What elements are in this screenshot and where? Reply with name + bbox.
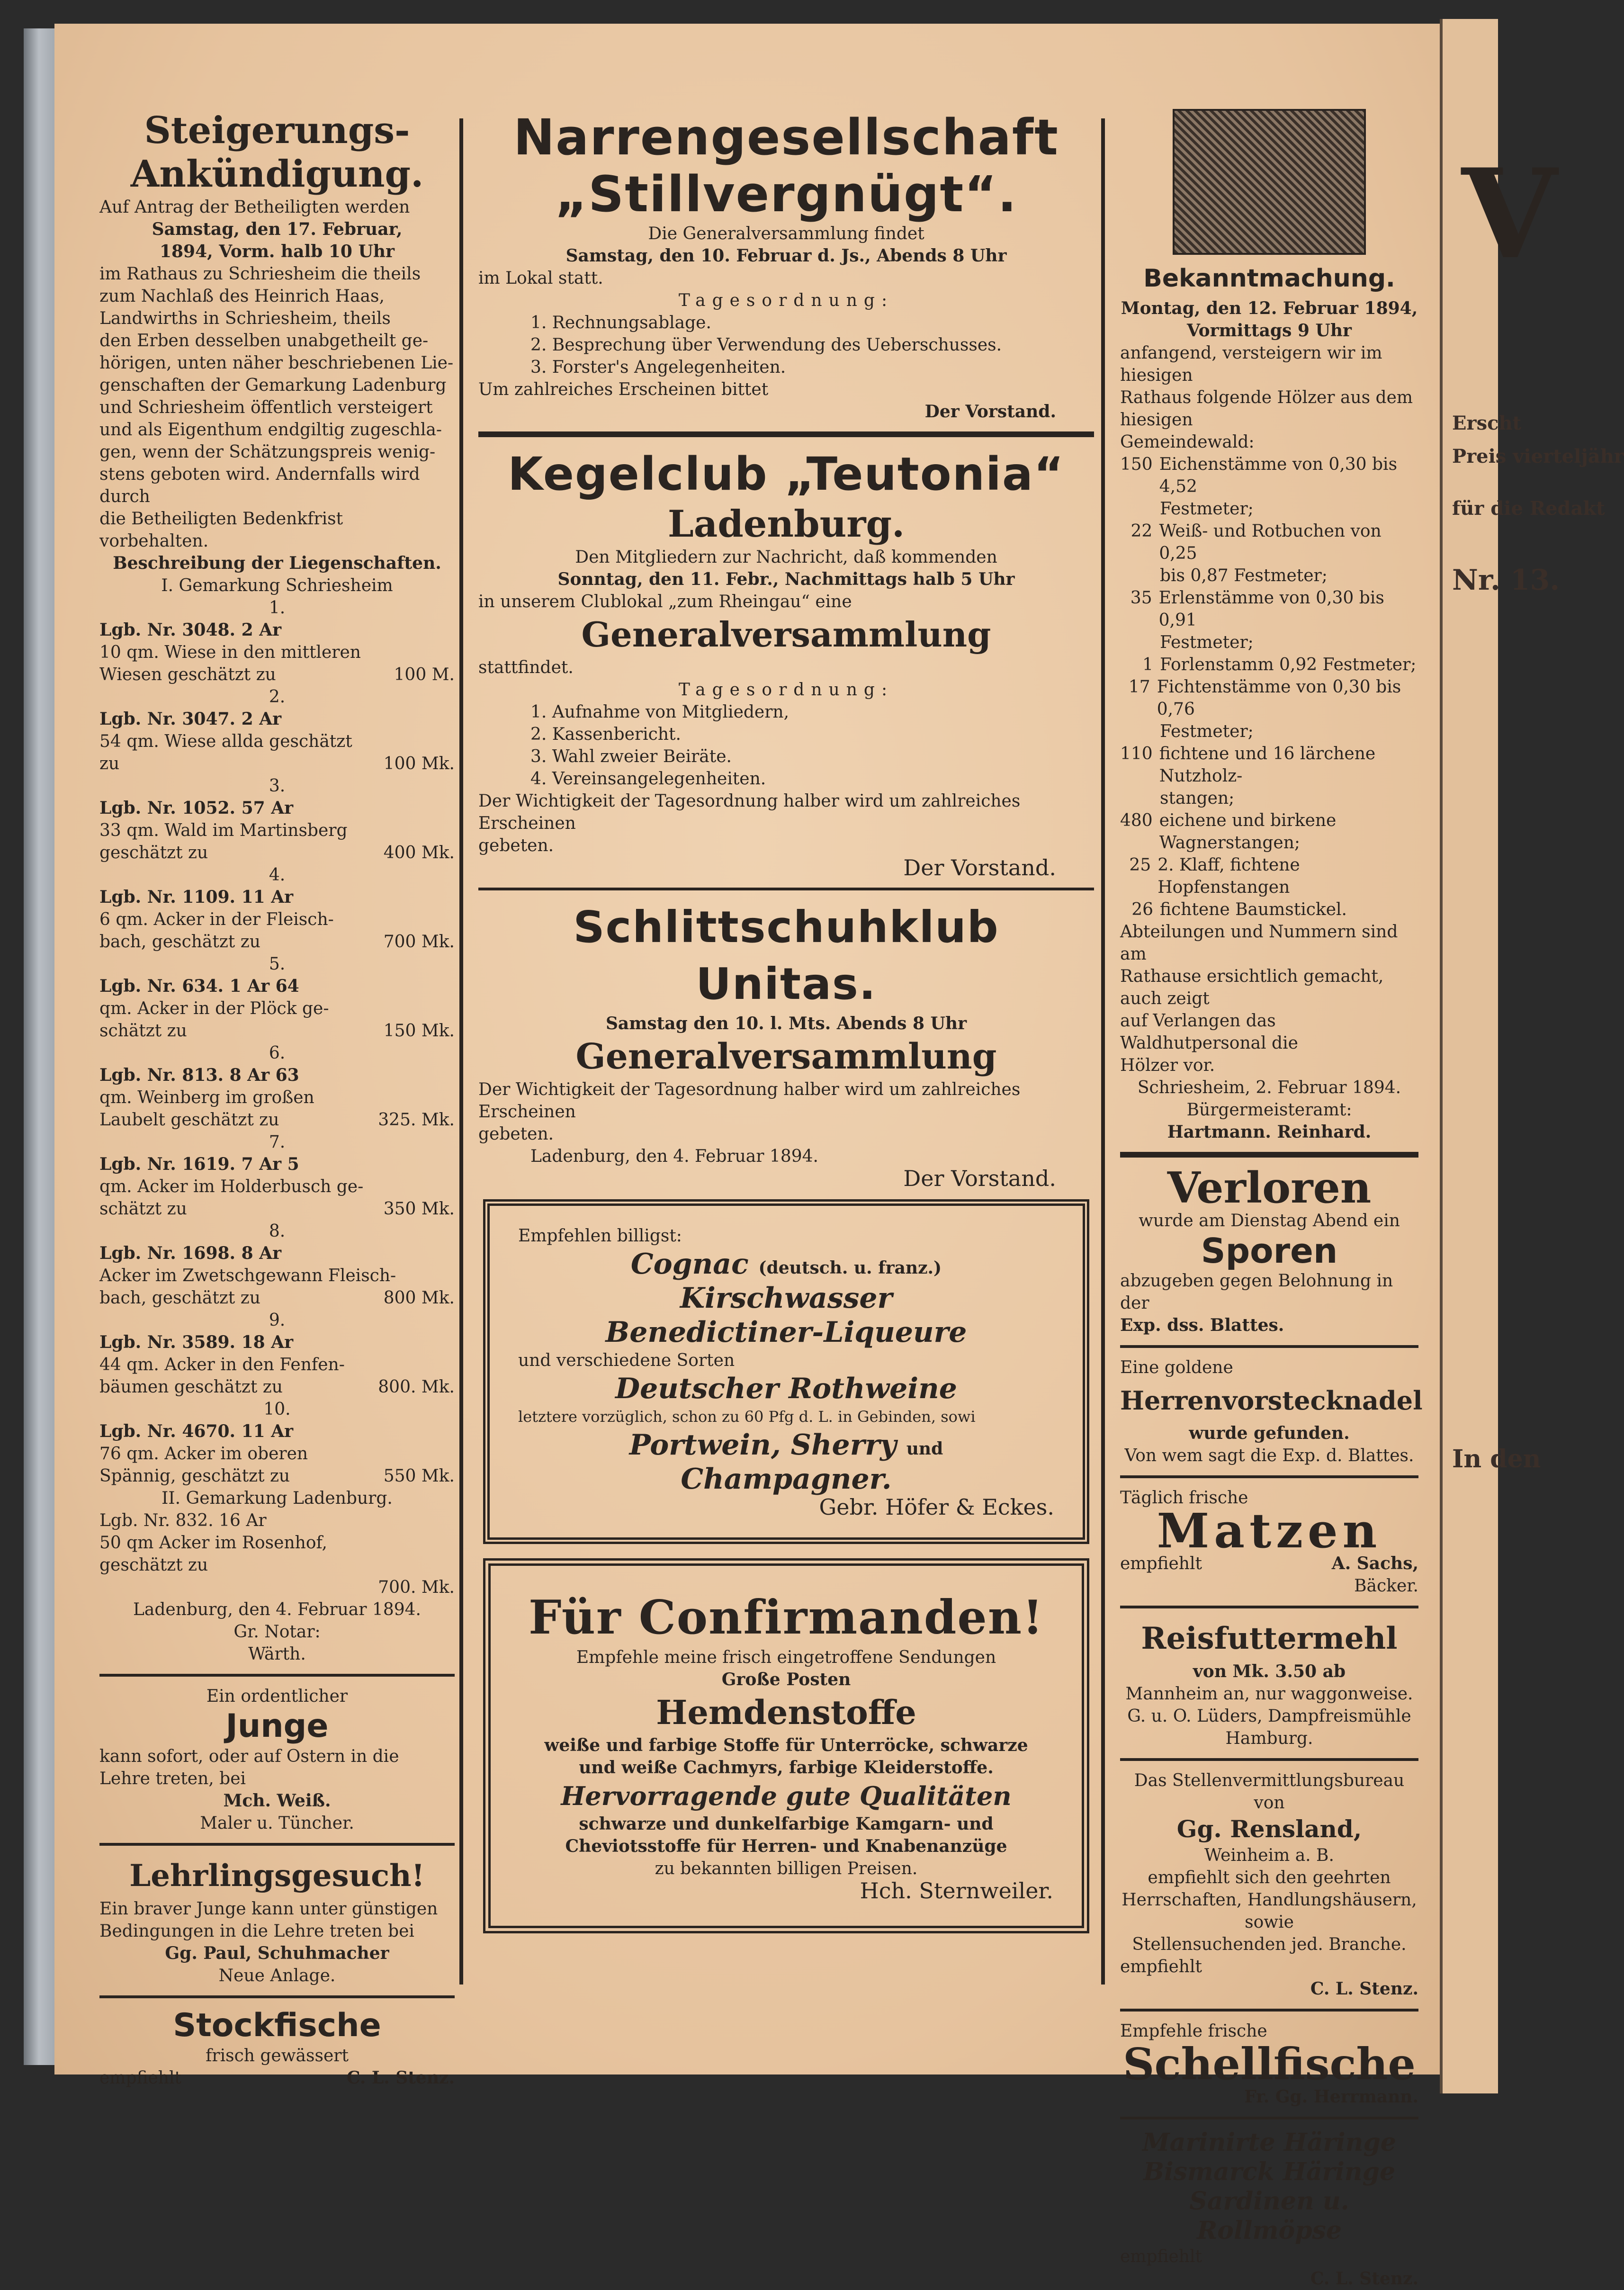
ad-title: Generalversammlung — [575, 1036, 997, 1077]
bekanntmachung-notice — [1120, 109, 1418, 1143]
column-left — [99, 109, 455, 2089]
timber-desc: Weiß- und Rotbuchen von 0,25 — [1159, 521, 1382, 563]
ad-name: Fr. Gg. Herrmann. — [1244, 2087, 1418, 2107]
auction-text: gen, wenn der Schätzungspreis wenig- — [99, 442, 436, 462]
divider — [1120, 1475, 1418, 1478]
wine-ad — [483, 1199, 1089, 1544]
stockfische-ad — [99, 2007, 455, 2089]
auction-item-price: 800 Mk. — [383, 1288, 455, 1308]
auction-item-text: Lgb. Nr. 1619. 7 Ar 5 — [99, 1154, 299, 1174]
auction-item — [99, 597, 455, 686]
timber-desc: stangen; — [1160, 789, 1235, 808]
ad-text: kann sofort, oder auf Ostern in die — [99, 1747, 399, 1766]
ad-title: Ladenburg. — [667, 503, 905, 546]
ad-text: und — [906, 1439, 943, 1459]
auction-text: den Erben desselben unabgetheilt ge- — [99, 331, 429, 350]
auction-text: Landwirths in Schriesheim, theils — [99, 309, 391, 328]
agenda-item: 1. Rechnungsablage. — [530, 313, 711, 332]
ad-text: letztere vorzüglich, schon zu 60 Pfg d. L. in Gebinden, sowi — [518, 1408, 976, 1426]
ad-text: empfiehlt — [1120, 1554, 1202, 1573]
auction-text: und Schriesheim öffentlich versteigert — [99, 398, 433, 417]
timber-count: 35 — [1130, 588, 1152, 608]
ad-text: Der Wichtigkeit der Tagesordnung halber wird um zahlreiches Erscheinen — [478, 791, 1021, 833]
timber-row — [1120, 720, 1418, 743]
ad-text: Rathause ersichtlich gemacht, auch zeigt — [1120, 967, 1384, 1008]
agenda-item: 3. Wahl zweier Beiräte. — [530, 747, 732, 766]
auction-item-text: bach, geschätzt zu — [99, 1288, 260, 1308]
next-page-fragment: Preis vierteljähr — [1452, 445, 1624, 467]
ad-text: Schriesheim, 2. Februar 1894. — [1137, 1078, 1401, 1097]
ad-title: Für Confirmanden! — [528, 1590, 1044, 1645]
ad-text: Bedingungen in die Lehre treten bei — [99, 1922, 414, 1941]
timber-row — [1120, 631, 1418, 654]
agenda-item: 2. Besprechung über Verwendung des Ueberschusses. — [530, 335, 1002, 355]
product-name: Deutscher Rothweine — [615, 1372, 957, 1405]
timber-row — [1120, 498, 1418, 520]
matzen-ad — [1120, 1487, 1418, 1597]
ad-title: Schlittschuhklub Unitas. — [573, 902, 999, 1009]
timber-desc: Festmeter; — [1160, 722, 1254, 741]
auction-text: Auf Antrag der Betheiligten werden — [99, 198, 410, 217]
auction-item-text: 76 qm. Acker im oberen — [99, 1444, 308, 1464]
auction-text: im Rathaus zu Schriesheim die theils — [99, 264, 421, 284]
product-name: Marinirte Häringe — [1142, 2128, 1396, 2157]
ad-signature: Der Vorstand. — [903, 1166, 1056, 1191]
auction-item-text: 33 qm. Wald im Martinsberg — [99, 821, 348, 840]
timber-count — [1120, 720, 1153, 743]
ad-text: wurde gefunden. — [1189, 1423, 1350, 1443]
ad-text: Abteilungen und Nummern sind am — [1120, 922, 1398, 964]
agenda-item: 1. Aufnahme von Mitgliedern, — [530, 702, 790, 722]
auction-item-number: 2. — [269, 687, 286, 707]
product-name: Bismarck Häringe — [1143, 2157, 1396, 2186]
column-rule — [459, 118, 463, 1985]
ad-text: abzugeben gegen Belohnung in der — [1120, 1271, 1393, 1313]
auction-item-text: Wiesen geschätzt zu — [99, 665, 276, 684]
ad-text: Maler u. Tüncher. — [200, 1814, 354, 1833]
auction-item-price: 550 Mk. — [383, 1466, 455, 1486]
divider — [478, 431, 1094, 437]
divider — [1120, 1345, 1418, 1348]
auction-item-price: 800. Mk. — [378, 1377, 455, 1397]
timber-count: 480 — [1120, 811, 1153, 830]
product-name: Portwein, Sherry — [629, 1428, 897, 1462]
auction-item-text: schätzt zu — [99, 1021, 187, 1041]
auction-item-text: Lgb. Nr. 813. 8 Ar 63 — [99, 1065, 299, 1085]
timber-desc: Eichenstämme von 0,30 bis 4,52 — [1159, 455, 1398, 496]
auction-item-text: Laubelt geschätzt zu — [99, 1110, 279, 1130]
ad-text: Gemeindewald: — [1120, 432, 1255, 452]
timber-row — [1120, 854, 1418, 898]
agenda-heading: Tagesordnung: — [678, 291, 894, 310]
ad-title: Sporen — [1201, 1231, 1338, 1271]
ad-text: Große Posten — [721, 1670, 851, 1689]
confirmanden-ad — [483, 1558, 1089, 1933]
ad-text: Die Generalversammlung findet — [648, 224, 924, 243]
auction-item-text: 44 qm. Acker in den Fenfen- — [99, 1355, 345, 1374]
timber-row — [1120, 520, 1418, 565]
auction-item-price: 400 Mk. — [383, 843, 455, 862]
divider — [1120, 1758, 1418, 1761]
ad-title: Hemdenstoffe — [656, 1693, 916, 1732]
agenda-item: 3. Forster's Angelegenheiten. — [530, 358, 786, 377]
divider — [1120, 1606, 1418, 1608]
auction-item — [99, 686, 455, 775]
auction-item-number: 6. — [269, 1043, 286, 1063]
auction-item-text: bach, geschätzt zu — [99, 932, 260, 952]
ad-text: Ladenburg, den 4. Februar 1894. — [530, 1147, 818, 1166]
ad-title: Lehrlingsgesuch! — [129, 1858, 425, 1894]
divider — [99, 1843, 455, 1846]
next-page-fragment: für die Redakt — [1452, 497, 1605, 520]
ad-text: Hervorragende gute Qualitäten — [561, 1781, 1012, 1811]
product-name: Sardinen u. Rollmöpse — [1189, 2187, 1349, 2245]
timber-count: 25 — [1129, 855, 1151, 875]
next-page-fragment: Erscht — [1452, 412, 1521, 434]
ad-title: Bekanntmachung. — [1143, 264, 1395, 293]
divider — [1120, 2009, 1418, 2012]
ad-text: Exp. dss. Blattes. — [1120, 1315, 1284, 1335]
ad-text: empfiehlt — [1120, 1957, 1202, 1976]
divider — [1120, 2117, 1418, 2119]
timber-row — [1120, 565, 1418, 587]
ad-text: Mannheim an, nur waggonweise. — [1125, 1684, 1413, 1704]
timber-desc: 2. Klaff, fichtene Hopfenstangen — [1157, 855, 1300, 897]
ad-text: Bäcker. — [1354, 1576, 1418, 1596]
ad-text: Hamburg. — [1225, 1729, 1313, 1748]
timber-desc: fichtene und 16 lärchene Nutzholz- — [1159, 744, 1376, 786]
auction-item-text: Lgb. Nr. 1109. 11 Ar — [99, 887, 294, 907]
ad-text: Vormittags 9 Uhr — [1186, 321, 1352, 341]
verloren-ad — [1120, 1163, 1418, 1337]
auction-item-price: 700. Mk. — [378, 1578, 455, 1597]
ad-name: C. L. Stenz. — [1310, 2269, 1418, 2289]
auction-item-text: Lgb. Nr. 832. 16 Ar — [99, 1511, 267, 1530]
timber-count — [1120, 787, 1153, 809]
timber-row — [1120, 787, 1418, 809]
column-middle — [478, 109, 1094, 1948]
ad-text: Sonntag, den 11. Febr., Nachmittags halb 5 Uhr — [557, 569, 1015, 589]
auction-text: und als Eigenthum endgiltig zugeschla- — [99, 420, 442, 440]
ad-name: C. L. Stenz. — [346, 2068, 455, 2088]
ad-text: Empfehle meine frisch eingetroffene Sendungen — [576, 1648, 996, 1667]
ad-text: Den Mitgliedern zur Nachricht, daß kommenden — [575, 548, 997, 567]
ad-signature: Der Vorstand. — [924, 402, 1056, 422]
narren-notice — [478, 109, 1094, 423]
auction-text: die Betheiligten Bedenkfrist vorbehalten. — [99, 509, 343, 551]
timber-row — [1120, 743, 1418, 787]
agenda-item: 4. Vereinsangelegenheiten. — [530, 769, 766, 789]
auction-text: genschaften der Gemarkung Ladenburg — [99, 376, 447, 395]
ad-name: Gg. Paul, Schuhmacher — [165, 1943, 389, 1963]
ad-title: Kegelclub „Teutonia“ — [508, 448, 1065, 501]
auction-item-text: Lgb. Nr. 3047. 2 Ar — [99, 709, 282, 729]
ad-text: sowie — [1245, 1913, 1294, 1932]
timber-count: 1 — [1142, 655, 1153, 674]
timber-row — [1120, 809, 1418, 854]
timber-desc: Festmeter; — [1160, 633, 1254, 652]
auction-item-text: 54 qm. Wiese allda geschätzt — [99, 732, 352, 751]
ad-text: empfiehlt sich den geehrten — [1148, 1868, 1391, 1887]
auction-title: Steigerungs- — [144, 109, 410, 152]
auction-sub-heading: II. Gemarkung Ladenburg. — [162, 1489, 393, 1508]
auction-date: Ladenburg, den 4. Februar 1894. — [133, 1600, 421, 1619]
timber-desc: fichtene Baumstickel. — [1160, 900, 1347, 919]
auction-item-text: bäumen geschätzt zu — [99, 1377, 283, 1397]
ad-text: Hölzer vor. — [1120, 1056, 1215, 1075]
ad-text: gebeten. — [478, 1124, 554, 1144]
ad-signature: Der Vorstand. — [903, 855, 1056, 880]
ad-text: Täglich frische — [1120, 1488, 1248, 1508]
auction-item — [99, 1398, 455, 1487]
ad-signature: Gebr. Höfer & Eckes. — [819, 1494, 1054, 1520]
ad-name: A. Sachs, — [1331, 1554, 1418, 1573]
ad-text: weiße und farbige Stoffe für Unterröcke, schwarze — [544, 1735, 1028, 1755]
kegel-notice — [478, 446, 1094, 879]
schellfische-ad — [1120, 2020, 1418, 2108]
auction-text: stens geboten wird. Andernfalls wird durch — [99, 465, 420, 506]
auction-item-number: 1. — [269, 598, 286, 618]
ad-text: auf Verlangen das Waldhutpersonal die — [1120, 1011, 1298, 1053]
auction-item-text: geschätzt zu — [99, 843, 208, 862]
timber-count: 110 — [1120, 744, 1153, 763]
timber-count: 150 — [1120, 455, 1153, 474]
auction-item-number: 4. — [269, 865, 286, 885]
ad-text: Herrschaften, Handlungshäusern, — [1122, 1890, 1417, 1910]
auction-item — [99, 953, 455, 1042]
auction-item — [99, 1131, 455, 1220]
auction-item-text: Lgb. Nr. 1698. 8 Ar — [99, 1243, 282, 1263]
divider — [478, 888, 1094, 890]
auction-text: 1894, Vorm. halb 10 Uhr — [159, 242, 395, 261]
timber-row — [1120, 676, 1418, 720]
ad-text: Samstag den 10. l. Mts. Abends 8 Uhr — [605, 1014, 967, 1033]
ad-text: Um zahlreiches Erscheinen bittet — [478, 380, 769, 399]
auction-item-text: qm. Acker im Holderbusch ge- — [99, 1177, 364, 1196]
ad-text: Das Stellenvermittlungsbureau von — [1134, 1771, 1405, 1813]
ad-text: anfangend, versteigern wir im hiesigen — [1120, 343, 1382, 385]
ad-text: Neue Anlage. — [218, 1966, 336, 1985]
next-page-fragment: In den — [1452, 1445, 1541, 1473]
auction-sub-heading: I. Gemarkung Schriesheim — [161, 576, 393, 595]
reis-ad — [1120, 1617, 1418, 1750]
product-name: Kirschwasser — [680, 1282, 893, 1315]
ad-text: in unserem Clublokal „zum Rheingau“ eine — [478, 592, 852, 611]
auction-item-number: 3. — [269, 776, 286, 796]
woodcut-illustration — [1173, 109, 1366, 255]
ad-text: und weiße Cachmyrs, farbige Kleiderstoffe. — [579, 1758, 994, 1778]
timber-desc: bis 0,87 Festmeter; — [1160, 566, 1328, 585]
auction-item-text: 6 qm. Acker in der Fleisch- — [99, 910, 334, 929]
ad-text: Samstag, den 10. Februar d. Js., Abends 8 Uhr — [565, 246, 1007, 266]
product-name: Champagner. — [681, 1463, 892, 1496]
ad-text: Empfehlen billigst: — [518, 1226, 682, 1246]
ad-text: schwarze und dunkelfarbige Kamgarn- und — [579, 1814, 994, 1834]
auction-signature: Wärth. — [248, 1644, 306, 1664]
agenda-item: 2. Kassenbericht. — [530, 725, 681, 744]
auction-text: hörigen, unten näher beschriebenen Lie- — [99, 353, 454, 373]
auction-intro — [99, 196, 455, 552]
timber-desc: Forlenstamm 0,92 Festmeter; — [1160, 655, 1417, 674]
stellen-ad — [1120, 1769, 1418, 2000]
auction-desc-title: Beschreibung der Liegenschaften. — [113, 553, 441, 573]
auction-item — [99, 1309, 455, 1398]
auction-item-text: Acker im Zwetschgewann Fleisch- — [99, 1266, 396, 1285]
auction-item — [99, 1220, 455, 1309]
auction-item-text: 10 qm. Wiese in den mittleren — [99, 643, 361, 662]
auction-item-text: qm. Weinberg im großen — [99, 1088, 314, 1107]
timber-desc: Festmeter; — [1160, 499, 1254, 519]
auction-text: zum Nachlaß des Heinrich Haas, — [99, 287, 385, 306]
auction-item — [99, 1509, 455, 1576]
haringe-ad — [1120, 2128, 1418, 2290]
ad-text: G. u. O. Lüders, Dampfreismühle — [1127, 1706, 1411, 1726]
ad-text: von Mk. 3.50 ab — [1193, 1661, 1346, 1681]
ad-text: frisch gewässert — [206, 2046, 349, 2065]
auction-item — [99, 775, 455, 864]
ad-signature: Hartmann. Reinhard. — [1167, 1122, 1372, 1142]
ad-text: stattfindet. — [478, 658, 574, 677]
auction-item-number: 5. — [269, 954, 286, 974]
ad-title: Schellfische — [1123, 2039, 1416, 2090]
next-page-glyph: V — [1462, 142, 1557, 287]
agenda-heading: Tagesordnung: — [678, 680, 894, 700]
next-page-fragment: Nr. 13. — [1452, 564, 1560, 597]
ad-text: (deutsch. u. franz.) — [758, 1258, 942, 1278]
ad-name: Mch. Weiß. — [223, 1791, 331, 1811]
ad-title: Herrenvorstecknadel — [1120, 1385, 1423, 1416]
ad-title: Verloren — [1167, 1163, 1372, 1213]
ad-text: Weinheim a. B. — [1204, 1846, 1334, 1865]
ad-text: Rathaus folgende Hölzer aus dem hiesigen — [1120, 388, 1413, 430]
product-name: Cognac — [630, 1248, 749, 1281]
ad-title: Narrengesellschaft — [513, 108, 1059, 166]
ad-title: Junge — [225, 1707, 329, 1745]
ad-text: wurde am Dienstag Abend ein — [1139, 1211, 1400, 1230]
auction-item-price: 325. Mk. — [378, 1110, 455, 1130]
auction-title: Ankündigung. — [130, 153, 424, 196]
auction-item-price: 700 Mk. — [383, 932, 455, 952]
auction-item-price: 100 Mk. — [383, 754, 455, 773]
auction-item-number: 9. — [269, 1311, 286, 1330]
ad-text: Montag, den 12. Februar 1894, — [1121, 298, 1418, 318]
timber-desc: eichene und birkene Wagnerstangen; — [1159, 811, 1337, 853]
ad-title: Reisfuttermehl — [1141, 1621, 1398, 1656]
auction-item-text: Lgb. Nr. 1052. 57 Ar — [99, 798, 294, 818]
ad-text: Ein braver Junge kann unter günstigen — [99, 1899, 438, 1919]
timber-desc: Fichtenstämme von 0,30 bis 0,76 — [1157, 677, 1401, 719]
timber-count — [1120, 565, 1153, 587]
ad-text: Lehre treten, bei — [99, 1769, 246, 1788]
auction-item-text: schätzt zu — [99, 1199, 187, 1219]
ad-title: Stockfische — [173, 2007, 381, 2044]
auction-notice — [99, 109, 455, 1665]
ad-text: Empfehle frische — [1120, 2021, 1267, 2041]
timber-desc: Erlenstämme von 0,30 bis 0,91 — [1158, 588, 1384, 630]
schlitt-notice — [478, 899, 1094, 1190]
column-right — [1120, 109, 1423, 2290]
auction-item-text: qm. Acker in der Plöck ge- — [99, 999, 329, 1018]
ad-text: empfiehlt — [1120, 2247, 1202, 2266]
auction-items — [99, 597, 455, 1487]
junge-ad — [99, 1685, 455, 1834]
divider — [1120, 1152, 1418, 1158]
ad-title: Generalversammlung — [581, 614, 991, 655]
auction-item-text: Lgb. Nr. 634. 1 Ar 64 — [99, 976, 299, 996]
auction-item-text: Spännig, geschätzt zu — [99, 1466, 290, 1486]
timber-count — [1120, 498, 1153, 520]
auction-item — [99, 864, 455, 953]
auction-item — [99, 1042, 455, 1131]
ad-text: Von wem sagt die Exp. d. Blattes. — [1124, 1446, 1414, 1465]
auction-item-price: 100 M. — [394, 665, 455, 684]
timber-count: 26 — [1131, 900, 1153, 919]
auction-text: Samstag, den 17. Februar, — [152, 219, 403, 239]
auction-item-number: 10. — [263, 1400, 291, 1419]
ad-title: „Stillvergnügt“. — [555, 165, 1018, 223]
divider — [99, 1674, 455, 1677]
column-rule — [1101, 118, 1105, 1985]
auction-item-text: 50 qm Acker im Rosenhof, — [99, 1533, 327, 1553]
ad-name: C. L. Stenz. — [1310, 1979, 1418, 1999]
ad-text: Stellensuchenden jed. Branche. — [1132, 1935, 1407, 1954]
ad-text: Ein ordentlicher — [206, 1687, 348, 1706]
nadel-ad — [1120, 1356, 1423, 1467]
timber-row — [1120, 453, 1418, 498]
auction-item-price: 150 Mk. — [383, 1021, 455, 1041]
ad-title: Matzen — [1157, 1503, 1382, 1559]
auction-item-number: 8. — [269, 1221, 286, 1241]
ad-text: Der Wichtigkeit der Tagesordnung halber wird um zahlreiches Erscheinen — [478, 1080, 1021, 1122]
timber-row — [1120, 898, 1418, 921]
ad-title: Gg. Rensland, — [1176, 1815, 1362, 1843]
ad-text: und verschiedene Sorten — [518, 1351, 735, 1370]
ad-text: Cheviotsstoffe für Herren- und Knabenanzüge — [565, 1836, 1007, 1856]
ad-text: Bürgermeisteramt: — [1186, 1100, 1352, 1120]
auction-signature: Gr. Notar: — [233, 1622, 321, 1642]
timber-count — [1120, 631, 1153, 654]
timber-count: 22 — [1131, 521, 1153, 541]
timber-row — [1120, 587, 1418, 631]
divider — [99, 1995, 455, 1998]
ad-text: im Lokal statt. — [478, 269, 603, 288]
product-name: Benedictiner-Liqueure — [605, 1316, 967, 1349]
auction-item-text: geschätzt zu — [99, 1555, 208, 1575]
ad-text: zu bekannten billigen Preisen. — [655, 1859, 918, 1878]
auction-item-price: 350 Mk. — [383, 1199, 455, 1219]
lehrling-ad — [99, 1854, 455, 1987]
adjacent-page — [1440, 19, 1624, 2093]
auction-item-text: Lgb. Nr. 4670. 11 Ar — [99, 1421, 294, 1441]
auction-item-text: Lgb. Nr. 3048. 2 Ar — [99, 620, 282, 640]
timber-row — [1120, 654, 1418, 676]
ad-text: Eine goldene — [1120, 1358, 1233, 1377]
ad-signature: Hch. Sternweiler. — [860, 1878, 1053, 1904]
ad-text: empfiehlt — [99, 2068, 181, 2088]
auction-item-number: 7. — [269, 1132, 286, 1152]
auction-item-text: zu — [99, 754, 120, 773]
auction-item-text: Lgb. Nr. 3589. 18 Ar — [99, 1332, 294, 1352]
ad-text: gebeten. — [478, 836, 554, 855]
timber-count: 17 — [1128, 677, 1150, 697]
